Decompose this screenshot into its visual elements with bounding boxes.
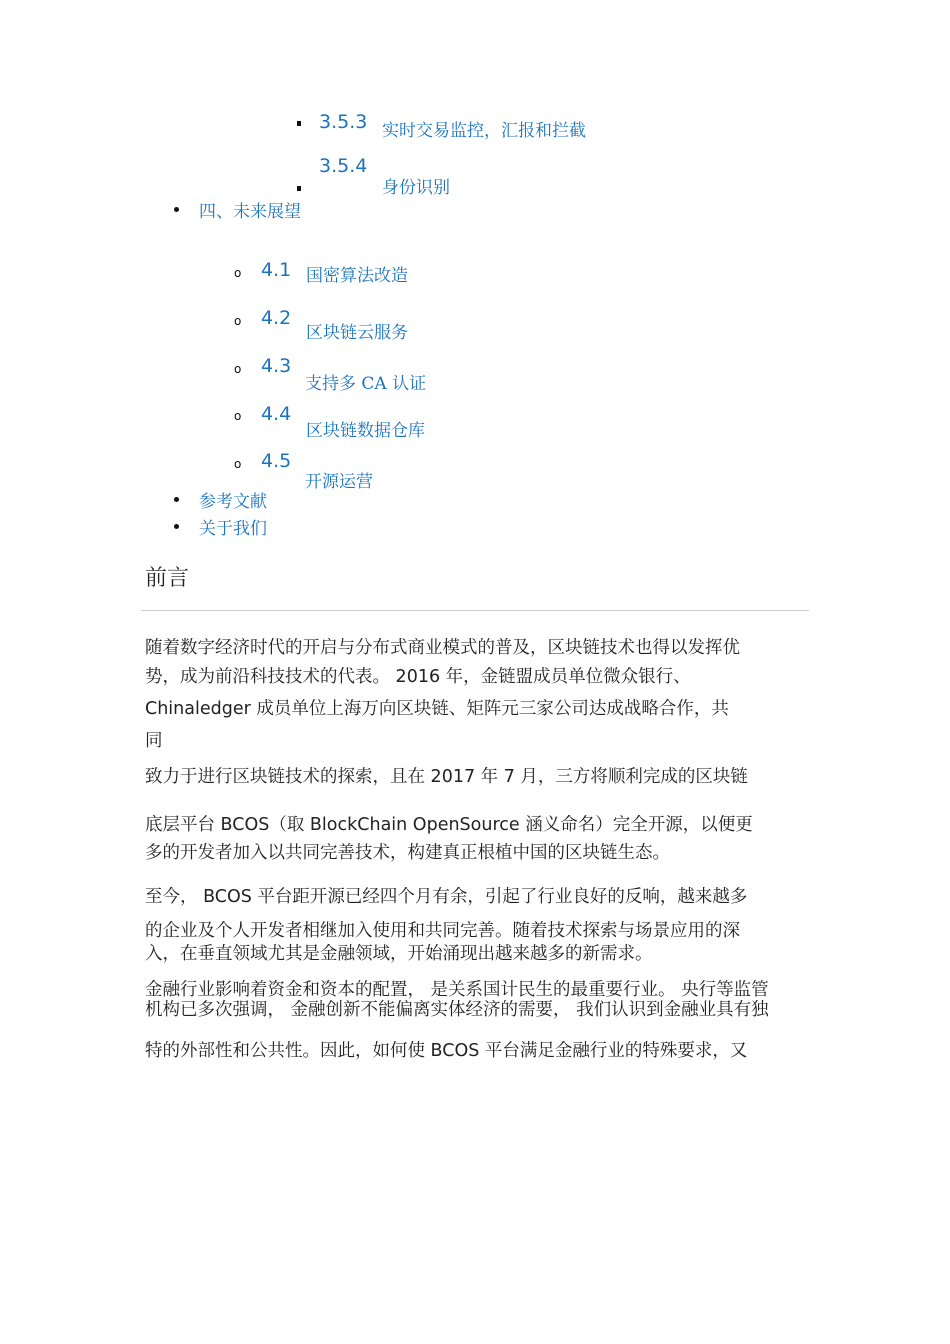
toc-bullet <box>174 524 179 529</box>
toc-bullet: o <box>234 457 242 471</box>
toc-bullet <box>297 186 301 191</box>
toc-bullet: o <box>234 314 242 328</box>
toc-bullet <box>297 121 301 126</box>
body-line: Chinaledger 成员单位上海万向区块链、矩阵元三家公司达成战略合作，共 <box>145 699 729 719</box>
body-line: 致力于进行区块链技术的探索，且在 2017 年 7 月，三方将顺利完成的区块链 <box>145 767 748 787</box>
body-line: 金融行业影响着资金和资本的配置， 是关系国计民生的最重要行业。 央行等监管 <box>145 980 769 1000</box>
toc-item-4-3-number[interactable]: 4.3 <box>261 355 292 377</box>
toc-bullet: o <box>234 362 242 376</box>
toc-item-3-5-3-label[interactable]: 实时交易监控，汇报和拦截 <box>382 121 586 141</box>
toc-item-3-5-4-number[interactable]: 3.5.4 <box>319 155 368 177</box>
toc-item-about[interactable]: 关于我们 <box>199 519 267 539</box>
toc-bullet: o <box>234 266 242 280</box>
toc-item-4-3-label[interactable]: 支持多 CA 认证 <box>305 374 427 394</box>
body-line: 机构已多次强调， 金融创新不能偏离实体经济的需要， 我们认识到金融业具有独 <box>145 1000 769 1020</box>
body-line: 同 <box>145 731 163 751</box>
body-line: 特的外部性和公共性。因此，如何使 BCOS 平台满足金融行业的特殊要求，又 <box>145 1041 748 1061</box>
body-line: 多的开发者加入以共同完善技术，构建真正根植中国的区块链生态。 <box>145 843 670 863</box>
section-title: 前言 <box>145 566 190 591</box>
toc-item-4-2-label[interactable]: 区块链云服务 <box>306 323 408 343</box>
toc-item-chapter4[interactable]: 四、未来展望 <box>199 202 301 222</box>
body-line: 入，在垂直领域尤其是金融领域，开始涌现出越来越多的新需求。 <box>145 944 653 964</box>
toc-item-4-5-label[interactable]: 开源运营 <box>305 472 373 492</box>
body-line: 底层平台 BCOS（取 BlockChain OpenSource 涵义命名）完全开源，以便更 <box>145 815 753 835</box>
toc-bullet <box>174 207 179 212</box>
section-divider <box>141 610 809 611</box>
toc-item-references[interactable]: 参考文献 <box>199 492 267 512</box>
toc-item-4-5-number[interactable]: 4.5 <box>261 450 292 472</box>
toc-item-3-5-4-label[interactable]: 身份识别 <box>382 178 450 198</box>
body-line: 至今， BCOS 平台距开源已经四个月有余，引起了行业良好的反响，越来越多 <box>145 887 748 907</box>
toc-item-4-1-number[interactable]: 4.1 <box>261 259 292 281</box>
body-line: 随着数字经济时代的开启与分布式商业模式的普及，区块链技术也得以发挥优 <box>145 638 740 658</box>
body-line: 的企业及个人开发者相继加入使用和共同完善。随着技术探索与场景应用的深 <box>145 921 740 941</box>
toc-bullet <box>174 497 179 502</box>
toc-item-3-5-3-number[interactable]: 3.5.3 <box>319 111 368 133</box>
toc-item-4-4-number[interactable]: 4.4 <box>261 403 292 425</box>
toc-item-4-4-label[interactable]: 区块链数据仓库 <box>306 421 425 441</box>
toc-bullet: o <box>234 409 242 423</box>
toc-item-4-2-number[interactable]: 4.2 <box>261 307 292 329</box>
body-line: 势，成为前沿科技技术的代表。 2016 年，金链盟成员单位微众银行、 <box>145 667 691 687</box>
toc-item-4-1-label[interactable]: 国密算法改造 <box>306 266 408 286</box>
